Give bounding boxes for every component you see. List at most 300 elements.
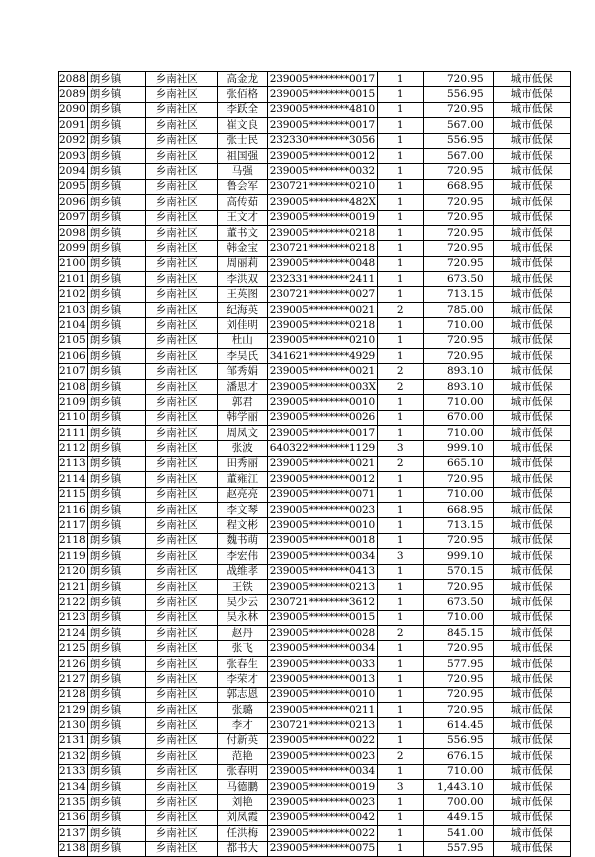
amount-cell: 665.10 <box>423 456 493 471</box>
table-row <box>59 518 571 533</box>
town-cell: 朗乡镇 <box>87 656 145 671</box>
row-number: 2126 <box>59 656 88 671</box>
name-cell: 赵丹 <box>217 626 267 641</box>
aid-type-cell: 城市低保 <box>493 672 570 687</box>
amount-cell: 720.95 <box>423 349 493 364</box>
table-row <box>59 410 571 425</box>
document-sheet <box>58 71 571 857</box>
household-count-cell: 1 <box>377 718 423 733</box>
town-cell: 朗乡镇 <box>87 610 145 625</box>
row-number: 2100 <box>59 256 88 271</box>
community-cell: 乡南社区 <box>145 287 217 302</box>
table-row <box>59 749 571 764</box>
amount-cell: 845.15 <box>423 626 493 641</box>
town-cell: 朗乡镇 <box>87 733 145 748</box>
welfare-table <box>58 71 571 857</box>
town-cell: 朗乡镇 <box>87 564 145 579</box>
row-number: 2116 <box>59 502 88 517</box>
aid-type-cell: 城市低保 <box>493 718 570 733</box>
name-cell: 杜山 <box>217 333 267 348</box>
name-cell: 李文琴 <box>217 502 267 517</box>
community-cell: 乡南社区 <box>145 718 217 733</box>
table-row <box>59 595 571 610</box>
name-cell: 张春明 <box>217 764 267 779</box>
town-cell: 朗乡镇 <box>87 395 145 410</box>
town-cell: 朗乡镇 <box>87 241 145 256</box>
community-cell: 乡南社区 <box>145 518 217 533</box>
id-number-cell: 239005********0017 <box>267 118 377 133</box>
id-number-cell: 239005********0021 <box>267 364 377 379</box>
household-count-cell: 3 <box>377 549 423 564</box>
community-cell: 乡南社区 <box>145 549 217 564</box>
household-count-cell: 1 <box>377 210 423 225</box>
table-row <box>59 441 571 456</box>
table-row <box>59 287 571 302</box>
row-number: 2120 <box>59 564 88 579</box>
row-number: 2117 <box>59 518 88 533</box>
town-cell: 朗乡镇 <box>87 626 145 641</box>
id-number-cell: 239005********482X <box>267 195 377 210</box>
id-number-cell: 239005********0012 <box>267 148 377 163</box>
name-cell: 付新英 <box>217 733 267 748</box>
name-cell: 张春生 <box>217 656 267 671</box>
town-cell: 朗乡镇 <box>87 533 145 548</box>
name-cell: 程文彬 <box>217 518 267 533</box>
town-cell: 朗乡镇 <box>87 487 145 502</box>
row-number: 2088 <box>59 72 88 87</box>
id-number-cell: 239005********0028 <box>267 626 377 641</box>
table-row <box>59 118 571 133</box>
row-number: 2122 <box>59 595 88 610</box>
row-number: 2104 <box>59 318 88 333</box>
household-count-cell: 1 <box>377 656 423 671</box>
table-row <box>59 210 571 225</box>
household-count-cell: 1 <box>377 318 423 333</box>
amount-cell: 668.95 <box>423 502 493 517</box>
aid-type-cell: 城市低保 <box>493 118 570 133</box>
table-row <box>59 626 571 641</box>
aid-type-cell: 城市低保 <box>493 810 570 825</box>
name-cell: 董书文 <box>217 225 267 240</box>
row-number: 2109 <box>59 395 88 410</box>
id-number-cell: 239005********0017 <box>267 425 377 440</box>
town-cell: 朗乡镇 <box>87 672 145 687</box>
row-number: 2111 <box>59 425 88 440</box>
row-number: 2124 <box>59 626 88 641</box>
table-row <box>59 148 571 163</box>
aid-type-cell: 城市低保 <box>493 425 570 440</box>
aid-type-cell: 城市低保 <box>493 456 570 471</box>
household-count-cell: 3 <box>377 441 423 456</box>
row-number: 2134 <box>59 779 88 794</box>
id-number-cell: 239005********0032 <box>267 164 377 179</box>
community-cell: 乡南社区 <box>145 118 217 133</box>
name-cell: 祖国强 <box>217 148 267 163</box>
town-cell: 朗乡镇 <box>87 287 145 302</box>
name-cell: 纪海英 <box>217 302 267 317</box>
table-row <box>59 349 571 364</box>
community-cell: 乡南社区 <box>145 733 217 748</box>
household-count-cell: 1 <box>377 164 423 179</box>
id-number-cell: 230721********0027 <box>267 287 377 302</box>
table-row <box>59 564 571 579</box>
name-cell: 张士民 <box>217 133 267 148</box>
row-number: 2125 <box>59 641 88 656</box>
row-number: 2089 <box>59 87 88 102</box>
town-cell: 朗乡镇 <box>87 841 145 856</box>
amount-cell: 710.00 <box>423 610 493 625</box>
amount-cell: 556.95 <box>423 87 493 102</box>
amount-cell: 577.95 <box>423 656 493 671</box>
community-cell: 乡南社区 <box>145 826 217 841</box>
table-row <box>59 841 571 856</box>
id-number-cell: 239005********0015 <box>267 87 377 102</box>
row-number: 2121 <box>59 579 88 594</box>
amount-cell: 710.00 <box>423 318 493 333</box>
aid-type-cell: 城市低保 <box>493 703 570 718</box>
community-cell: 乡南社区 <box>145 779 217 794</box>
row-number: 2091 <box>59 118 88 133</box>
aid-type-cell: 城市低保 <box>493 626 570 641</box>
household-count-cell: 1 <box>377 826 423 841</box>
community-cell: 乡南社区 <box>145 579 217 594</box>
table-row <box>59 272 571 287</box>
name-cell: 周凤文 <box>217 425 267 440</box>
id-number-cell: 230721********0210 <box>267 179 377 194</box>
town-cell: 朗乡镇 <box>87 410 145 425</box>
aid-type-cell: 城市低保 <box>493 349 570 364</box>
id-number-cell: 239005********0012 <box>267 472 377 487</box>
town-cell: 朗乡镇 <box>87 779 145 794</box>
community-cell: 乡南社区 <box>145 610 217 625</box>
aid-type-cell: 城市低保 <box>493 148 570 163</box>
household-count-cell: 1 <box>377 179 423 194</box>
community-cell: 乡南社区 <box>145 687 217 702</box>
row-number: 2127 <box>59 672 88 687</box>
community-cell: 乡南社区 <box>145 241 217 256</box>
community-cell: 乡南社区 <box>145 472 217 487</box>
town-cell: 朗乡镇 <box>87 687 145 702</box>
name-cell: 张波 <box>217 441 267 456</box>
row-number: 2119 <box>59 549 88 564</box>
name-cell: 李荣才 <box>217 672 267 687</box>
name-cell: 高传茹 <box>217 195 267 210</box>
amount-cell: 668.95 <box>423 179 493 194</box>
household-count-cell: 1 <box>377 287 423 302</box>
table-row <box>59 703 571 718</box>
aid-type-cell: 城市低保 <box>493 318 570 333</box>
table-row <box>59 195 571 210</box>
name-cell: 郭志恩 <box>217 687 267 702</box>
town-cell: 朗乡镇 <box>87 302 145 317</box>
household-count-cell: 1 <box>377 795 423 810</box>
amount-cell: 614.45 <box>423 718 493 733</box>
name-cell: 周丽莉 <box>217 256 267 271</box>
aid-type-cell: 城市低保 <box>493 410 570 425</box>
table-row <box>59 656 571 671</box>
amount-cell: 670.00 <box>423 410 493 425</box>
name-cell: 吴永林 <box>217 610 267 625</box>
community-cell: 乡南社区 <box>145 102 217 117</box>
name-cell: 王英图 <box>217 287 267 302</box>
table-row <box>59 179 571 194</box>
aid-type-cell: 城市低保 <box>493 687 570 702</box>
id-number-cell: 640322********1129 <box>267 441 377 456</box>
table-row <box>59 241 571 256</box>
row-number: 2138 <box>59 841 88 856</box>
community-cell: 乡南社区 <box>145 672 217 687</box>
row-number: 2115 <box>59 487 88 502</box>
town-cell: 朗乡镇 <box>87 225 145 240</box>
amount-cell: 567.00 <box>423 118 493 133</box>
table-row <box>59 579 571 594</box>
amount-cell: 710.00 <box>423 395 493 410</box>
row-number: 2093 <box>59 148 88 163</box>
household-count-cell: 1 <box>377 241 423 256</box>
name-cell: 张佰格 <box>217 87 267 102</box>
row-number: 2098 <box>59 225 88 240</box>
id-number-cell: 239005********0015 <box>267 610 377 625</box>
household-count-cell: 1 <box>377 102 423 117</box>
aid-type-cell: 城市低保 <box>493 472 570 487</box>
name-cell: 李宏伟 <box>217 549 267 564</box>
household-count-cell: 1 <box>377 272 423 287</box>
town-cell: 朗乡镇 <box>87 749 145 764</box>
row-number: 2130 <box>59 718 88 733</box>
household-count-cell: 1 <box>377 810 423 825</box>
town-cell: 朗乡镇 <box>87 195 145 210</box>
row-number: 2135 <box>59 795 88 810</box>
town-cell: 朗乡镇 <box>87 518 145 533</box>
name-cell: 崔文良 <box>217 118 267 133</box>
community-cell: 乡南社区 <box>145 626 217 641</box>
table-row <box>59 549 571 564</box>
id-number-cell: 239005********0211 <box>267 703 377 718</box>
id-number-cell: 239005********0022 <box>267 826 377 841</box>
row-number: 2090 <box>59 102 88 117</box>
town-cell: 朗乡镇 <box>87 595 145 610</box>
row-number: 2131 <box>59 733 88 748</box>
name-cell: 田秀丽 <box>217 456 267 471</box>
community-cell: 乡南社区 <box>145 841 217 856</box>
community-cell: 乡南社区 <box>145 656 217 671</box>
table-row <box>59 456 571 471</box>
table-row <box>59 764 571 779</box>
town-cell: 朗乡镇 <box>87 703 145 718</box>
id-number-cell: 239005********0022 <box>267 733 377 748</box>
aid-type-cell: 城市低保 <box>493 595 570 610</box>
community-cell: 乡南社区 <box>145 210 217 225</box>
community-cell: 乡南社区 <box>145 195 217 210</box>
household-count-cell: 1 <box>377 425 423 440</box>
aid-type-cell: 城市低保 <box>493 287 570 302</box>
table-body <box>59 72 571 857</box>
household-count-cell: 2 <box>377 749 423 764</box>
id-number-cell: 230721********0213 <box>267 718 377 733</box>
community-cell: 乡南社区 <box>145 533 217 548</box>
amount-cell: 710.00 <box>423 764 493 779</box>
id-number-cell: 239005********0017 <box>267 72 377 87</box>
household-count-cell: 1 <box>377 195 423 210</box>
name-cell: 战维孝 <box>217 564 267 579</box>
aid-type-cell: 城市低保 <box>493 733 570 748</box>
row-number: 2137 <box>59 826 88 841</box>
amount-cell: 720.95 <box>423 579 493 594</box>
row-number: 2108 <box>59 379 88 394</box>
name-cell: 李才 <box>217 718 267 733</box>
amount-cell: 449.15 <box>423 810 493 825</box>
amount-cell: 673.50 <box>423 272 493 287</box>
id-number-cell: 232331********2411 <box>267 272 377 287</box>
id-number-cell: 239005********0213 <box>267 579 377 594</box>
town-cell: 朗乡镇 <box>87 148 145 163</box>
table-row <box>59 795 571 810</box>
amount-cell: 541.00 <box>423 826 493 841</box>
amount-cell: 700.00 <box>423 795 493 810</box>
table-row <box>59 225 571 240</box>
household-count-cell: 1 <box>377 687 423 702</box>
id-number-cell: 239005********0021 <box>267 456 377 471</box>
name-cell: 邹秀娟 <box>217 364 267 379</box>
row-number: 2136 <box>59 810 88 825</box>
row-number: 2133 <box>59 764 88 779</box>
id-number-cell: 239005********0010 <box>267 518 377 533</box>
aid-type-cell: 城市低保 <box>493 379 570 394</box>
town-cell: 朗乡镇 <box>87 349 145 364</box>
aid-type-cell: 城市低保 <box>493 579 570 594</box>
community-cell: 乡南社区 <box>145 364 217 379</box>
amount-cell: 720.95 <box>423 703 493 718</box>
community-cell: 乡南社区 <box>145 749 217 764</box>
row-number: 2094 <box>59 164 88 179</box>
community-cell: 乡南社区 <box>145 487 217 502</box>
household-count-cell: 2 <box>377 626 423 641</box>
community-cell: 乡南社区 <box>145 133 217 148</box>
row-number: 2118 <box>59 533 88 548</box>
amount-cell: 720.95 <box>423 164 493 179</box>
table-row <box>59 610 571 625</box>
name-cell: 马德鹏 <box>217 779 267 794</box>
household-count-cell: 1 <box>377 610 423 625</box>
household-count-cell: 1 <box>377 472 423 487</box>
town-cell: 朗乡镇 <box>87 826 145 841</box>
id-number-cell: 239005********0023 <box>267 795 377 810</box>
household-count-cell: 1 <box>377 518 423 533</box>
name-cell: 韩金宝 <box>217 241 267 256</box>
aid-type-cell: 城市低保 <box>493 333 570 348</box>
table-row <box>59 318 571 333</box>
town-cell: 朗乡镇 <box>87 102 145 117</box>
town-cell: 朗乡镇 <box>87 364 145 379</box>
household-count-cell: 1 <box>377 641 423 656</box>
town-cell: 朗乡镇 <box>87 810 145 825</box>
community-cell: 乡南社区 <box>145 395 217 410</box>
community-cell: 乡南社区 <box>145 810 217 825</box>
town-cell: 朗乡镇 <box>87 795 145 810</box>
community-cell: 乡南社区 <box>145 272 217 287</box>
name-cell: 高金龙 <box>217 72 267 87</box>
amount-cell: 720.95 <box>423 210 493 225</box>
aid-type-cell: 城市低保 <box>493 395 570 410</box>
aid-type-cell: 城市低保 <box>493 87 570 102</box>
table-row <box>59 425 571 440</box>
amount-cell: 720.95 <box>423 256 493 271</box>
aid-type-cell: 城市低保 <box>493 364 570 379</box>
amount-cell: 720.95 <box>423 641 493 656</box>
aid-type-cell: 城市低保 <box>493 779 570 794</box>
name-cell: 刘艳 <box>217 795 267 810</box>
aid-type-cell: 城市低保 <box>493 795 570 810</box>
aid-type-cell: 城市低保 <box>493 533 570 548</box>
id-number-cell: 239005********0048 <box>267 256 377 271</box>
amount-cell: 713.15 <box>423 518 493 533</box>
aid-type-cell: 城市低保 <box>493 225 570 240</box>
id-number-cell: 239005********0010 <box>267 687 377 702</box>
table-row <box>59 333 571 348</box>
town-cell: 朗乡镇 <box>87 179 145 194</box>
amount-cell: 567.00 <box>423 148 493 163</box>
town-cell: 朗乡镇 <box>87 210 145 225</box>
household-count-cell: 1 <box>377 487 423 502</box>
town-cell: 朗乡镇 <box>87 72 145 87</box>
amount-cell: 713.15 <box>423 287 493 302</box>
town-cell: 朗乡镇 <box>87 425 145 440</box>
name-cell: 刘凤霞 <box>217 810 267 825</box>
household-count-cell: 2 <box>377 456 423 471</box>
aid-type-cell: 城市低保 <box>493 72 570 87</box>
row-number: 2106 <box>59 349 88 364</box>
id-number-cell: 239005********0021 <box>267 302 377 317</box>
household-count-cell: 1 <box>377 256 423 271</box>
id-number-cell: 239005********0034 <box>267 549 377 564</box>
aid-type-cell: 城市低保 <box>493 487 570 502</box>
household-count-cell: 2 <box>377 379 423 394</box>
town-cell: 朗乡镇 <box>87 472 145 487</box>
town-cell: 朗乡镇 <box>87 164 145 179</box>
id-number-cell: 239005********0026 <box>267 410 377 425</box>
town-cell: 朗乡镇 <box>87 718 145 733</box>
town-cell: 朗乡镇 <box>87 641 145 656</box>
household-count-cell: 1 <box>377 564 423 579</box>
aid-type-cell: 城市低保 <box>493 272 570 287</box>
id-number-cell: 239005********0210 <box>267 333 377 348</box>
household-count-cell: 1 <box>377 672 423 687</box>
town-cell: 朗乡镇 <box>87 441 145 456</box>
community-cell: 乡南社区 <box>145 795 217 810</box>
table-row <box>59 687 571 702</box>
name-cell: 董雍江 <box>217 472 267 487</box>
table-row <box>59 256 571 271</box>
amount-cell: 720.95 <box>423 687 493 702</box>
row-number: 2092 <box>59 133 88 148</box>
name-cell: 刘佳明 <box>217 318 267 333</box>
aid-type-cell: 城市低保 <box>493 441 570 456</box>
amount-cell: 720.95 <box>423 533 493 548</box>
town-cell: 朗乡镇 <box>87 133 145 148</box>
table-row <box>59 395 571 410</box>
amount-cell: 556.95 <box>423 133 493 148</box>
amount-cell: 1,443.10 <box>423 779 493 794</box>
amount-cell: 999.10 <box>423 549 493 564</box>
household-count-cell: 1 <box>377 579 423 594</box>
name-cell: 李吴氏 <box>217 349 267 364</box>
row-number: 2114 <box>59 472 88 487</box>
row-number: 2097 <box>59 210 88 225</box>
amount-cell: 720.95 <box>423 333 493 348</box>
table-row <box>59 718 571 733</box>
household-count-cell: 1 <box>377 118 423 133</box>
household-count-cell: 1 <box>377 72 423 87</box>
